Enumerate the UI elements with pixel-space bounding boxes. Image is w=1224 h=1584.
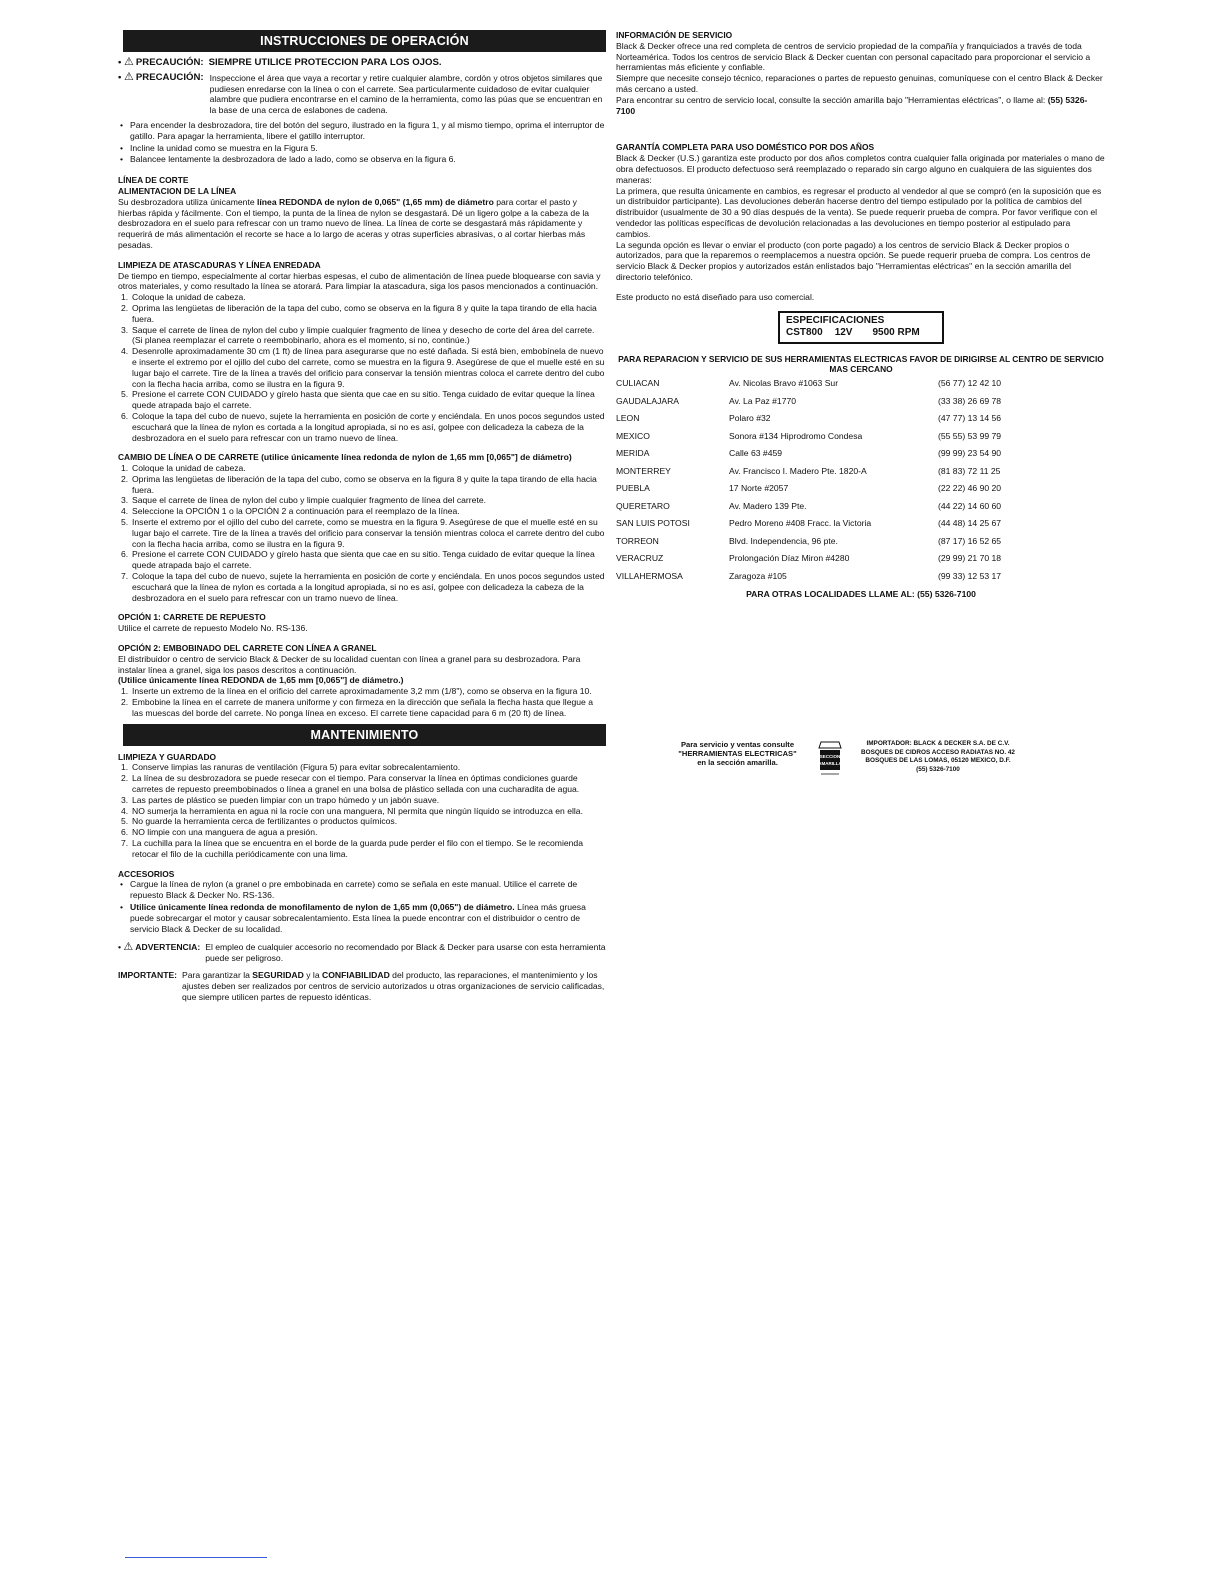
directory-address: Av. La Paz #1770 (729, 395, 797, 406)
list-item: 3. Saque el carrete de línea de nylon del cubo y limpie cualquier fragmento de línea del carrete. (121, 495, 486, 506)
list-item: 5. Presione el carrete CON CUIDADO y gírelo hasta que sienta que cae en su sitio. Tenga cuidado de evitar queque la línea quede atrapada bajo el carrete. (121, 389, 595, 411)
list-item: 6. Presione el carrete CON CUIDADO y gírelo hasta que sienta que cae en su sitio. Tenga cuidado de evitar queque la línea quede atrapada bajo el carrete. (121, 549, 595, 571)
yellow-pages-logo (815, 740, 845, 780)
not-commercial-note: Este producto no está diseñado para uso comercial. (616, 291, 815, 302)
importer-block (665, 740, 1085, 788)
directory-address: Av. Nicolas Bravo #1063 Sur (729, 378, 839, 389)
service-directory (616, 375, 1106, 585)
yellow-pages-logo-icon (815, 740, 845, 780)
line-feed-heading: ALIMENTACION DE LA LÍNEA (118, 185, 237, 196)
directory-address: Prolongación Díaz Miron #4280 (729, 553, 850, 564)
list-item: 4. Desenrolle aproximadamente 30 cm (1 ft) de línea para asegurarse que no esté dañada. Si está bien, embobínela de nuevo e inserte el extremo por el ojillo del cubo del carrete, como se muestra en la figura 9. Asegúrese de que el muelle esté en su lugar bajo el carrete. Tire de la línea a través del orificio para conservar la tensión mientras coloca el carrete dentro del cubo con la flecha hacia arriba, como se ilustra en la figura 9. (121, 346, 605, 389)
directory-city: QUERETARO (616, 500, 670, 511)
directory-phone: (33 38) 26 69 78 (938, 395, 1002, 406)
directory-address: Pedro Moreno #408 Fracc. la Victoria (729, 518, 872, 529)
directory-city: MEXICO (616, 430, 650, 441)
warning-triangle-icon: ⚠ (124, 70, 134, 83)
list-item: 2. Oprima las lengüetas de liberación de la tapa del cubo, como se observa en la figura 8 y quite la tapa tirando de ella hacia fuera. (121, 473, 597, 495)
service-heading: INFORMACIÓN DE SERVICIO (616, 30, 733, 40)
directory-city: VERACRUZ (616, 553, 664, 564)
caution-label: • ⚠ PRECAUCIÓN: (118, 70, 204, 83)
service-text: Black & Decker ofrece una red completa de centros de servicio propiedad de la compañía y franquiciados a través de toda Norteamérica. Todos los centros de servicio Black & Decker cuentan con personal capacitado para proporcionar el servicio a herramientas más eficiente y confiable. (616, 40, 1091, 73)
operation-bullets (118, 120, 606, 165)
directory-phone: (99 99) 23 54 90 (938, 448, 1002, 459)
jam-intro: De tiempo en tiempo, especialmente al cortar hierbas espesas, el cubo de alimentación de línea puede bloquearse con savia y otros materiales, y como resultado la línea se atorará. Para limpiar la atascadura, siga los pasos mencionados a continuación. (118, 270, 601, 292)
list-item: 2. Oprima las lengüetas de liberación de la tapa del cubo, como se observa en la figura 8 y quite la tapa tirando de ella hacia fuera. (121, 302, 597, 324)
directory-phone: (44 22) 14 60 60 (938, 500, 1002, 511)
other-locations: PARA OTRAS LOCALIDADES LLAME AL: (55) 5326-7100 (746, 589, 976, 600)
directory-phone: (99 33) 12 53 17 (938, 570, 1002, 581)
specifications-box (778, 311, 944, 344)
directory-city: VILLAHERMOSA (616, 570, 683, 581)
list-item: • Para encender la desbrozadora, tire del botón del seguro, ilustrado en la figura 1, y al mismo tiempo, oprima el interruptor de gatillo. Para apagar la herramienta, libere el gatillo interruptor. (118, 120, 606, 142)
logo-text: AMARILLA (818, 761, 842, 766)
list-item: 2. Embobine la línea en el carrete de manera uniforme y con firmeza en la dirección que señala la flecha hasta que llegue a las muescas del borde del carrete. No ponga línea en exceso. El carrete tiene capacidad para 6 m (20 ft) de línea. (121, 697, 593, 718)
directory-phone: (29 99) 21 70 18 (938, 553, 1002, 564)
list-item: 6. Coloque la tapa del cubo de nuevo, sujete la herramienta en posición de corte y enciéndala. En unos pocos segundos usted escuchará que la línea de nylon es cortada a la longitud apropiada, si no es así, golpee con delicadeza la cabeza de la desbrozadora en el suelo para refrescar con un tramo nuevo de línea. (121, 410, 605, 443)
table-row (616, 463, 1106, 481)
left-column (118, 30, 606, 1006)
directory-phone: (22 22) 46 90 20 (938, 483, 1002, 494)
operation-banner: INSTRUCCIONES DE OPERACIÓN (123, 30, 606, 52)
directory-city: LEON (616, 413, 640, 424)
table-row (616, 498, 1106, 516)
spec-voltage: 12V (834, 326, 853, 338)
spec-title: ESPECIFICACIONES (786, 314, 885, 326)
list-item: 5. Inserte el extremo por el ojillo del cubo del carrete, como se muestra en la figura 9. Asegúrese de que el muelle esté en su lugar bajo el carrete. Tire de la línea a través del orificio para conservar la tensión mientras coloca el carrete dentro del cubo con la flecha hacia arriba, como se ilustra en la figura 9. (121, 517, 605, 549)
table-row (616, 445, 1106, 463)
caution-inspect-area (118, 70, 606, 116)
list-item: 1. Coloque la unidad de cabeza. (121, 292, 246, 303)
directory-phone: (44 48) 14 25 67 (938, 518, 1002, 529)
change-heading: CAMBIO DE LÍNEA O DE CARRETE (utilice únicamente línea redonda de nylon de 1,65 mm [0,065"] de diámetro) (118, 452, 572, 463)
list-item: 3. Las partes de plástico se pueden limpiar con un trapo húmedo y un jabón suave. (121, 794, 440, 805)
caution-text: Inspeccione el área que vaya a recortar y retire cualquier alambre, cordón y otros objetos similares que pudiesen enredarse con la línea o con el carrete. Sea particularmente cuidadoso de evitar cualquier alambre que pudiera encontrarse en el camino de la herramienta, como las púas que se encuentran en la base de una cerca de eslabones de cadena. (209, 72, 603, 116)
table-row (616, 568, 1106, 586)
caution-label: • ⚠ PRECAUCIÓN: (118, 56, 204, 68)
spec-values (786, 327, 936, 339)
table-row (616, 515, 1106, 533)
list-item: 5. No guarde la herramienta cerca de fertilizantes o productos químicos. (121, 816, 398, 827)
clean-steps (118, 762, 606, 859)
line-feed-text: Su desbrozadora utiliza únicamente línea REDONDA de nylon de 0,065" (1,65 mm) de diámetro para cortar el pasto y hierbas rápida y fácilmente. Con el tiempo, la punta de la línea de nylon se desgastará. Dé un ligero golpe a la cabeza de la desbrozadora en el suelo para refrescar con un tramo nuevo de línea. La línea de corte se desgastará más rápidamente y requerirá de más alimentación el recorte se hace a lo largo de aceras y otras superficies abrasivas, o al cortar hierbas más pesadas. (118, 196, 590, 250)
directory-address: Calle 63 #459 (729, 448, 783, 459)
option2-steps (118, 686, 606, 718)
directory-address: 17 Norte #2057 (729, 483, 789, 494)
caution-eye-protection (118, 58, 606, 69)
warranty-text: La primera, que resulta únicamente en cambios, es regresar el producto al vendedor al que se compró (en la suposición que es un distribuidor participante). Las devoluciones deberán hacerse dentro del tiempo estipulado por la política de cambios del distribuidor (usualmente de 30 a 90 días después de la venta). Se puede requerir prueba de compra. Por favor verifique con el vendedor las políticas específicas de devolución relacionadas a las devoluciones en tiempo posterior al estipulado para cambios. (616, 185, 1102, 239)
directory-city: MERIDA (616, 448, 650, 459)
option1-heading: OPCIÓN 1: CARRETE DE REPUESTO (118, 612, 266, 623)
directory-address: Polaro #32 (729, 413, 771, 424)
accessories-heading: ACCESORIOS (118, 868, 175, 879)
list-item: • Balancee lentamente la desbrozadora de lado a lado, como se observa en la figura 6. (118, 154, 606, 165)
warranty-heading: GARANTÍA COMPLETA PARA USO DOMÉSTICO POR DOS AÑOS (616, 142, 875, 153)
list-item: • Cargue la línea de nylon (a granel o pre embobinada en carrete) como se señala en este manual. Utilice el carrete de repuesto Black & Decker No. RS-136. (118, 879, 606, 901)
service-text: Siempre que necesite consejo técnico, reparaciones o partes de repuesto genuinas, comuníquese con el centro Black & Decker más cercano a usted. (616, 73, 1103, 94)
directory-address: Zaragoza #105 (729, 570, 787, 581)
table-row (616, 393, 1106, 411)
caution-text: SIEMPRE UTILICE PROTECCION PARA LOS OJOS. (208, 57, 442, 68)
important-note (118, 970, 606, 1002)
directory-city: TORREON (616, 535, 659, 546)
directory-city: SAN LUIS POTOSI (616, 518, 690, 529)
table-row (616, 375, 1106, 393)
important-label: IMPORTANTE: (118, 969, 178, 980)
list-item: 4. NO sumerja la herramienta en agua ni la rocíe con una manguera, NI permita que ningún líquido se introduzca en ella. (121, 805, 583, 816)
table-row (616, 480, 1106, 498)
jam-steps (118, 292, 606, 443)
spec-model: CST800 (786, 326, 823, 338)
warranty-text: La segunda opción es llevar o enviar el producto (con porte pagado) a los centros de servicio Black & Decker propios o autorizados, para que la reparemos o reemplacemos a nuestra opción. Se puede requerir prueba de compra. Los centros de servicio Black & Decker propios y autorizados están enlistados bajo "Herramientas eléctricas" en la sección amarilla del directorio telefónico. (616, 239, 1091, 282)
list-item: • Incline la unidad como se muestra en la Figura 5. (118, 143, 606, 154)
directory-address: Sonora #134 Hiprodromo Condesa (729, 430, 863, 441)
table-row (616, 410, 1106, 428)
clean-heading: LIMPIEZA Y GUARDADO (118, 751, 217, 762)
list-item: • Utilice únicamente línea redonda de monofilamento de nylon de 1,65 mm (0,065") de diámetro. Línea más gruesa puede sobrecargar el motor y causar sobrecalentamiento. Esta línea la puede encontrar con el distribuidor o centro de servicio Black & Decker de su localidad. (118, 902, 606, 934)
option2-heading: OPCIÓN 2: EMBOBINADO DEL CARRETE CON LÍNEA A GRANEL (118, 643, 377, 654)
accessory-warning (118, 942, 606, 964)
directory-city: GAUDALAJARA (616, 395, 680, 406)
table-row (616, 428, 1106, 446)
link-underline (125, 1557, 267, 1558)
list-item: 6. NO limpie con una manguera de agua a presión. (121, 827, 318, 838)
maintenance-banner: MANTENIMIENTO (123, 724, 606, 746)
directory-phone: (47 77) 13 14 56 (938, 413, 1002, 424)
list-item: 4. Seleccione la OPCIÓN 1 o la OPCIÓN 2 a continuación para el reemplazo de la línea. (121, 506, 460, 517)
yellow-pages-note: Para servicio y ventas consulte "HERRAMIENTAS ELECTRICAS" en la sección amarilla. (678, 740, 797, 767)
directory-address: Av. Francisco I. Madero Pte. 1820-A (729, 465, 867, 476)
importer-address: IMPORTADOR: BLACK & DECKER S.A. DE C.V. BOSQUES DE CIDROS ACCESO RADIATAS NO. 42 BOSQUES DE LAS LOMAS, 05120 MEXICO, D.F. (55) 5326-7100 (861, 740, 1015, 773)
directory-heading: PARA REPARACION Y SERVICIO DE SUS HERRAMIENTAS ELECTRICAS FAVOR DE DIRIGIRSE AL CENTRO DE SERVICIO MAS CERCANO (618, 353, 1104, 375)
directory-phone: (56 77) 12 42 10 (938, 378, 1002, 389)
jam-heading: LIMPIEZA DE ATASCADURAS Y LÍNEA ENREDADA (118, 259, 321, 270)
option1-text: Utilice el carrete de repuesto Modelo No. RS-136. (118, 623, 308, 634)
table-row (616, 550, 1106, 568)
directory-city: PUEBLA (616, 483, 650, 494)
directory-phone: (87 17) 16 52 65 (938, 535, 1002, 546)
service-text: Para encontrar su centro de servicio local, consulte la sección amarilla bajo "Herramientas eléctricas", o llame al: (55) 5326-7100 (616, 94, 1088, 116)
warning-triangle-icon: ⚠ (123, 941, 134, 954)
list-item: 2. La línea de su desbrozadora se puede resecar con el tiempo. Para conservar la línea en óptimas condiciones guarde carretes de repuesto preembobinados o línea a granel en una bolsa de plástico sellada con una cucharadita de agua. (121, 773, 580, 795)
directory-phone: (81 83) 72 11 25 (938, 465, 1001, 476)
list-item: 1. Inserte un extremo de la línea en el orificio del carrete aproximadamente 3,2 mm (1/8"), como se observa en la figura 10. (121, 686, 592, 697)
list-item: 7. La cuchilla para la línea que se encuentra en el borde de la guarda pude perder el filo con el tiempo. Se le recomienda retocar el filo de la cuchilla periódicamente con una lima. (121, 838, 583, 859)
directory-phone: (55 55) 53 99 79 (938, 430, 1002, 441)
warning-triangle-icon: ⚠ (124, 56, 134, 68)
right-column (616, 30, 1106, 600)
option2-note: (Utilice únicamente línea REDONDA de 1,65 mm [0,065"] de diámetro.) (118, 675, 404, 686)
directory-address: Blvd. Independencia, 96 pte. (729, 535, 838, 546)
option2-text: El distribuidor o centro de servicio Black & Decker de su localidad cuentan con línea a granel para su desbrozadora. Para instalar línea a granel, siga los pasos descritos a continuación. (118, 653, 581, 675)
spec-rpm: 9500 RPM (872, 326, 920, 338)
cut-line-heading: LÍNEA DE CORTE (118, 175, 189, 186)
list-item: 1. Coloque la unidad de cabeza. (121, 463, 246, 474)
list-item: 1. Conserve limpias las ranuras de ventilación (Figura 5) para evitar sobrecalentamiento. (121, 762, 461, 773)
change-steps (118, 463, 606, 603)
accessories-bullets (118, 879, 606, 934)
warning-label: • ⚠ ADVERTENCIA: (118, 941, 201, 954)
list-item: 3. Saque el carrete de línea de nylon del cubo y limpie cualquier fragmento de línea y desecho de corte del área del carrete. (Si planea reemplazar el carrete o reembobinarlo, ahora es el momento, si no, continúe.) (121, 324, 595, 346)
logo-text: SECCION (819, 754, 841, 759)
important-text: Para garantizar la SEGURIDAD y la CONFIABILIDAD del producto, las reparaciones, el mantenimiento y los ajustes deben ser realizados por centros de servicio autorizados u otras organizaciones de servicio calificadas, que siempre utilicen partes de repuesto idénticas. (182, 969, 605, 1002)
warning-text: El empleo de cualquier accesorio no recomendado por Black & Decker para usarse con esta herramienta puede ser peligroso. (205, 942, 606, 964)
directory-city: CULIACAN (616, 378, 660, 389)
table-row (616, 533, 1106, 551)
directory-city: MONTERREY (616, 465, 671, 476)
directory-address: Av. Madero 139 Pte. (729, 500, 807, 511)
warranty-text: Black & Decker (U.S.) garantiza este producto por dos años completos contra cualquier falla originada por materiales o mano de obra defectuosos. El producto defectuoso será reemplazado o reparado sin cargo alguno en cualquiera de las siguientes dos maneras: (616, 153, 1105, 185)
list-item: 7. Coloque la tapa del cubo de nuevo, sujete la herramienta en posición de corte y enciéndala. En unos pocos segundos usted escuchará que la línea de nylon es cortada a la longitud apropiada, si no es así, golpee con delicadeza la cabeza de la desbrozadora en el suelo para refrescar con un tramo nuevo de línea. (121, 571, 605, 603)
